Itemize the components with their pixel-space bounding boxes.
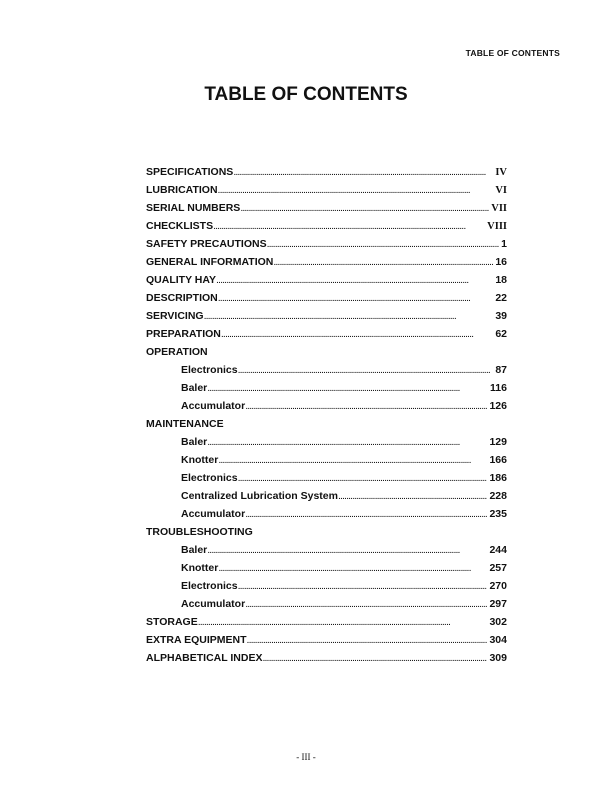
dot-leader	[245, 397, 487, 415]
dot-leader	[207, 433, 487, 451]
toc-entry-page: IV	[495, 167, 507, 178]
dot-leader	[240, 199, 489, 217]
toc-entry-maintenance-baler[interactable]	[146, 433, 507, 451]
toc-entry-page: 235	[489, 508, 507, 520]
toc-entry-operation-electronics[interactable]	[146, 361, 507, 379]
toc-entry-label: ALPHABETICAL INDEX	[146, 652, 263, 664]
toc-entry-label: Electronics	[181, 472, 238, 484]
toc-entry-operation-baler[interactable]	[146, 379, 507, 397]
toc-entry-label: GENERAL INFORMATION	[146, 256, 274, 268]
toc-entry-checklists[interactable]	[146, 217, 507, 235]
toc-entry-page: 302	[489, 616, 507, 628]
dot-leader	[245, 505, 487, 523]
dot-leader	[238, 577, 488, 595]
toc-section-label: MAINTENANCE	[146, 418, 224, 430]
toc-entry-label: Electronics	[181, 364, 238, 376]
toc-entry-label: SAFETY PRECAUTIONS	[146, 238, 267, 250]
toc-entry-page: VII	[491, 203, 507, 214]
toc-entry-label: QUALITY HAY	[146, 274, 217, 286]
dot-leader	[218, 181, 494, 199]
toc-entry-page: 270	[489, 580, 507, 592]
toc-entry-lubrication[interactable]	[146, 181, 507, 199]
toc-entry-preparation[interactable]	[146, 325, 507, 343]
dot-leader	[238, 469, 488, 487]
toc-entry-label: SERIAL NUMBERS	[146, 202, 241, 214]
toc-entry-maintenance-knotter[interactable]	[146, 451, 507, 469]
dot-leader	[213, 217, 485, 235]
toc-entry-page: 1	[501, 238, 507, 250]
dot-leader	[245, 595, 487, 613]
dot-leader	[204, 307, 494, 325]
toc-entry-label: Baler	[181, 436, 208, 448]
toc-entry-storage[interactable]	[146, 613, 507, 631]
page-title: TABLE OF CONTENTS	[204, 84, 408, 105]
toc-entry-label: DESCRIPTION	[146, 292, 218, 304]
toc-entry-label: Baler	[181, 544, 208, 556]
toc-section-label: TROUBLESHOOTING	[146, 526, 253, 538]
toc-entry-page: 257	[489, 562, 507, 574]
toc-entry-page: 186	[489, 472, 507, 484]
dot-leader	[198, 613, 488, 631]
toc-entry-page: 297	[489, 598, 507, 610]
toc-entry-page: 129	[489, 436, 507, 448]
toc-entry-label: Baler	[181, 382, 208, 394]
toc-entry-label: Knotter	[181, 454, 219, 466]
toc-entry-troubleshooting-electronics[interactable]	[146, 577, 507, 595]
toc-entry-maintenance-centralized-lubrication[interactable]	[146, 487, 507, 505]
toc-list	[146, 163, 507, 667]
toc-entry-page: 18	[495, 274, 507, 286]
dot-leader	[267, 235, 500, 253]
dot-leader	[218, 559, 487, 577]
toc-section-operation	[146, 343, 507, 361]
toc-entry-label: Accumulator	[181, 508, 246, 520]
toc-entry-extra-equipment[interactable]	[146, 631, 507, 649]
toc-entry-page: 87	[495, 364, 507, 376]
dot-leader	[207, 541, 487, 559]
toc-section-maintenance	[146, 415, 507, 433]
toc-section-troubleshooting	[146, 523, 507, 541]
dot-leader	[218, 289, 494, 307]
dot-leader	[238, 361, 494, 379]
toc-entry-label: CHECKLISTS	[146, 220, 214, 232]
dot-leader	[221, 325, 493, 343]
toc-entry-specifications[interactable]	[146, 163, 507, 181]
toc-entry-page: 39	[495, 310, 507, 322]
toc-entry-page: 244	[489, 544, 507, 556]
toc-entry-page: 22	[495, 292, 507, 304]
running-header: TABLE OF CONTENTS	[465, 48, 560, 58]
toc-entry-page: 309	[489, 652, 507, 664]
toc-entry-maintenance-electronics[interactable]	[146, 469, 507, 487]
toc-entry-label: Accumulator	[181, 598, 246, 610]
toc-entry-label: LUBRICATION	[146, 184, 218, 196]
toc-entry-safety-precautions[interactable]	[146, 235, 507, 253]
toc-entry-page: 304	[489, 634, 507, 646]
toc-entry-label: STORAGE	[146, 616, 198, 628]
toc-entry-page: 228	[489, 490, 507, 502]
toc-entry-label: PREPARATION	[146, 328, 221, 340]
toc-entry-alphabetical-index[interactable]	[146, 649, 507, 667]
toc-entry-page: VIII	[487, 221, 507, 232]
dot-leader	[338, 487, 488, 505]
toc-entry-page: 16	[495, 256, 507, 268]
toc-entry-label: SPECIFICATIONS	[146, 166, 234, 178]
dot-leader	[273, 253, 493, 271]
toc-entry-maintenance-accumulator[interactable]	[146, 505, 507, 523]
page-number-footer: - III -	[296, 752, 316, 762]
dot-leader	[207, 379, 488, 397]
dot-leader	[262, 649, 487, 667]
toc-section-label: OPERATION	[146, 346, 208, 358]
toc-entry-troubleshooting-baler[interactable]	[146, 541, 507, 559]
toc-entry-page: 62	[495, 328, 507, 340]
toc-entry-label: Accumulator	[181, 400, 246, 412]
toc-entry-label: Centralized Lubrication System	[181, 490, 338, 502]
toc-entry-page: VI	[495, 185, 507, 196]
toc-entry-servicing[interactable]	[146, 307, 507, 325]
toc-entry-page: 126	[489, 400, 507, 412]
toc-entry-page: 166	[489, 454, 507, 466]
toc-entry-description[interactable]	[146, 289, 507, 307]
dot-leader	[218, 451, 487, 469]
toc-entry-serial-numbers[interactable]	[146, 199, 507, 217]
toc-entry-label: Knotter	[181, 562, 219, 574]
toc-entry-quality-hay[interactable]	[146, 271, 507, 289]
dot-leader	[216, 271, 493, 289]
toc-entry-general-information[interactable]	[146, 253, 507, 271]
toc-entry-label: Electronics	[181, 580, 238, 592]
toc-entry-label: SERVICING	[146, 310, 204, 322]
dot-leader	[233, 163, 493, 181]
toc-entry-label: EXTRA EQUIPMENT	[146, 634, 247, 646]
toc-entry-troubleshooting-knotter[interactable]	[146, 559, 507, 577]
toc-entry-operation-accumulator[interactable]	[146, 397, 507, 415]
toc-entry-page: 116	[490, 382, 507, 394]
toc-entry-troubleshooting-accumulator[interactable]	[146, 595, 507, 613]
dot-leader	[247, 631, 488, 649]
